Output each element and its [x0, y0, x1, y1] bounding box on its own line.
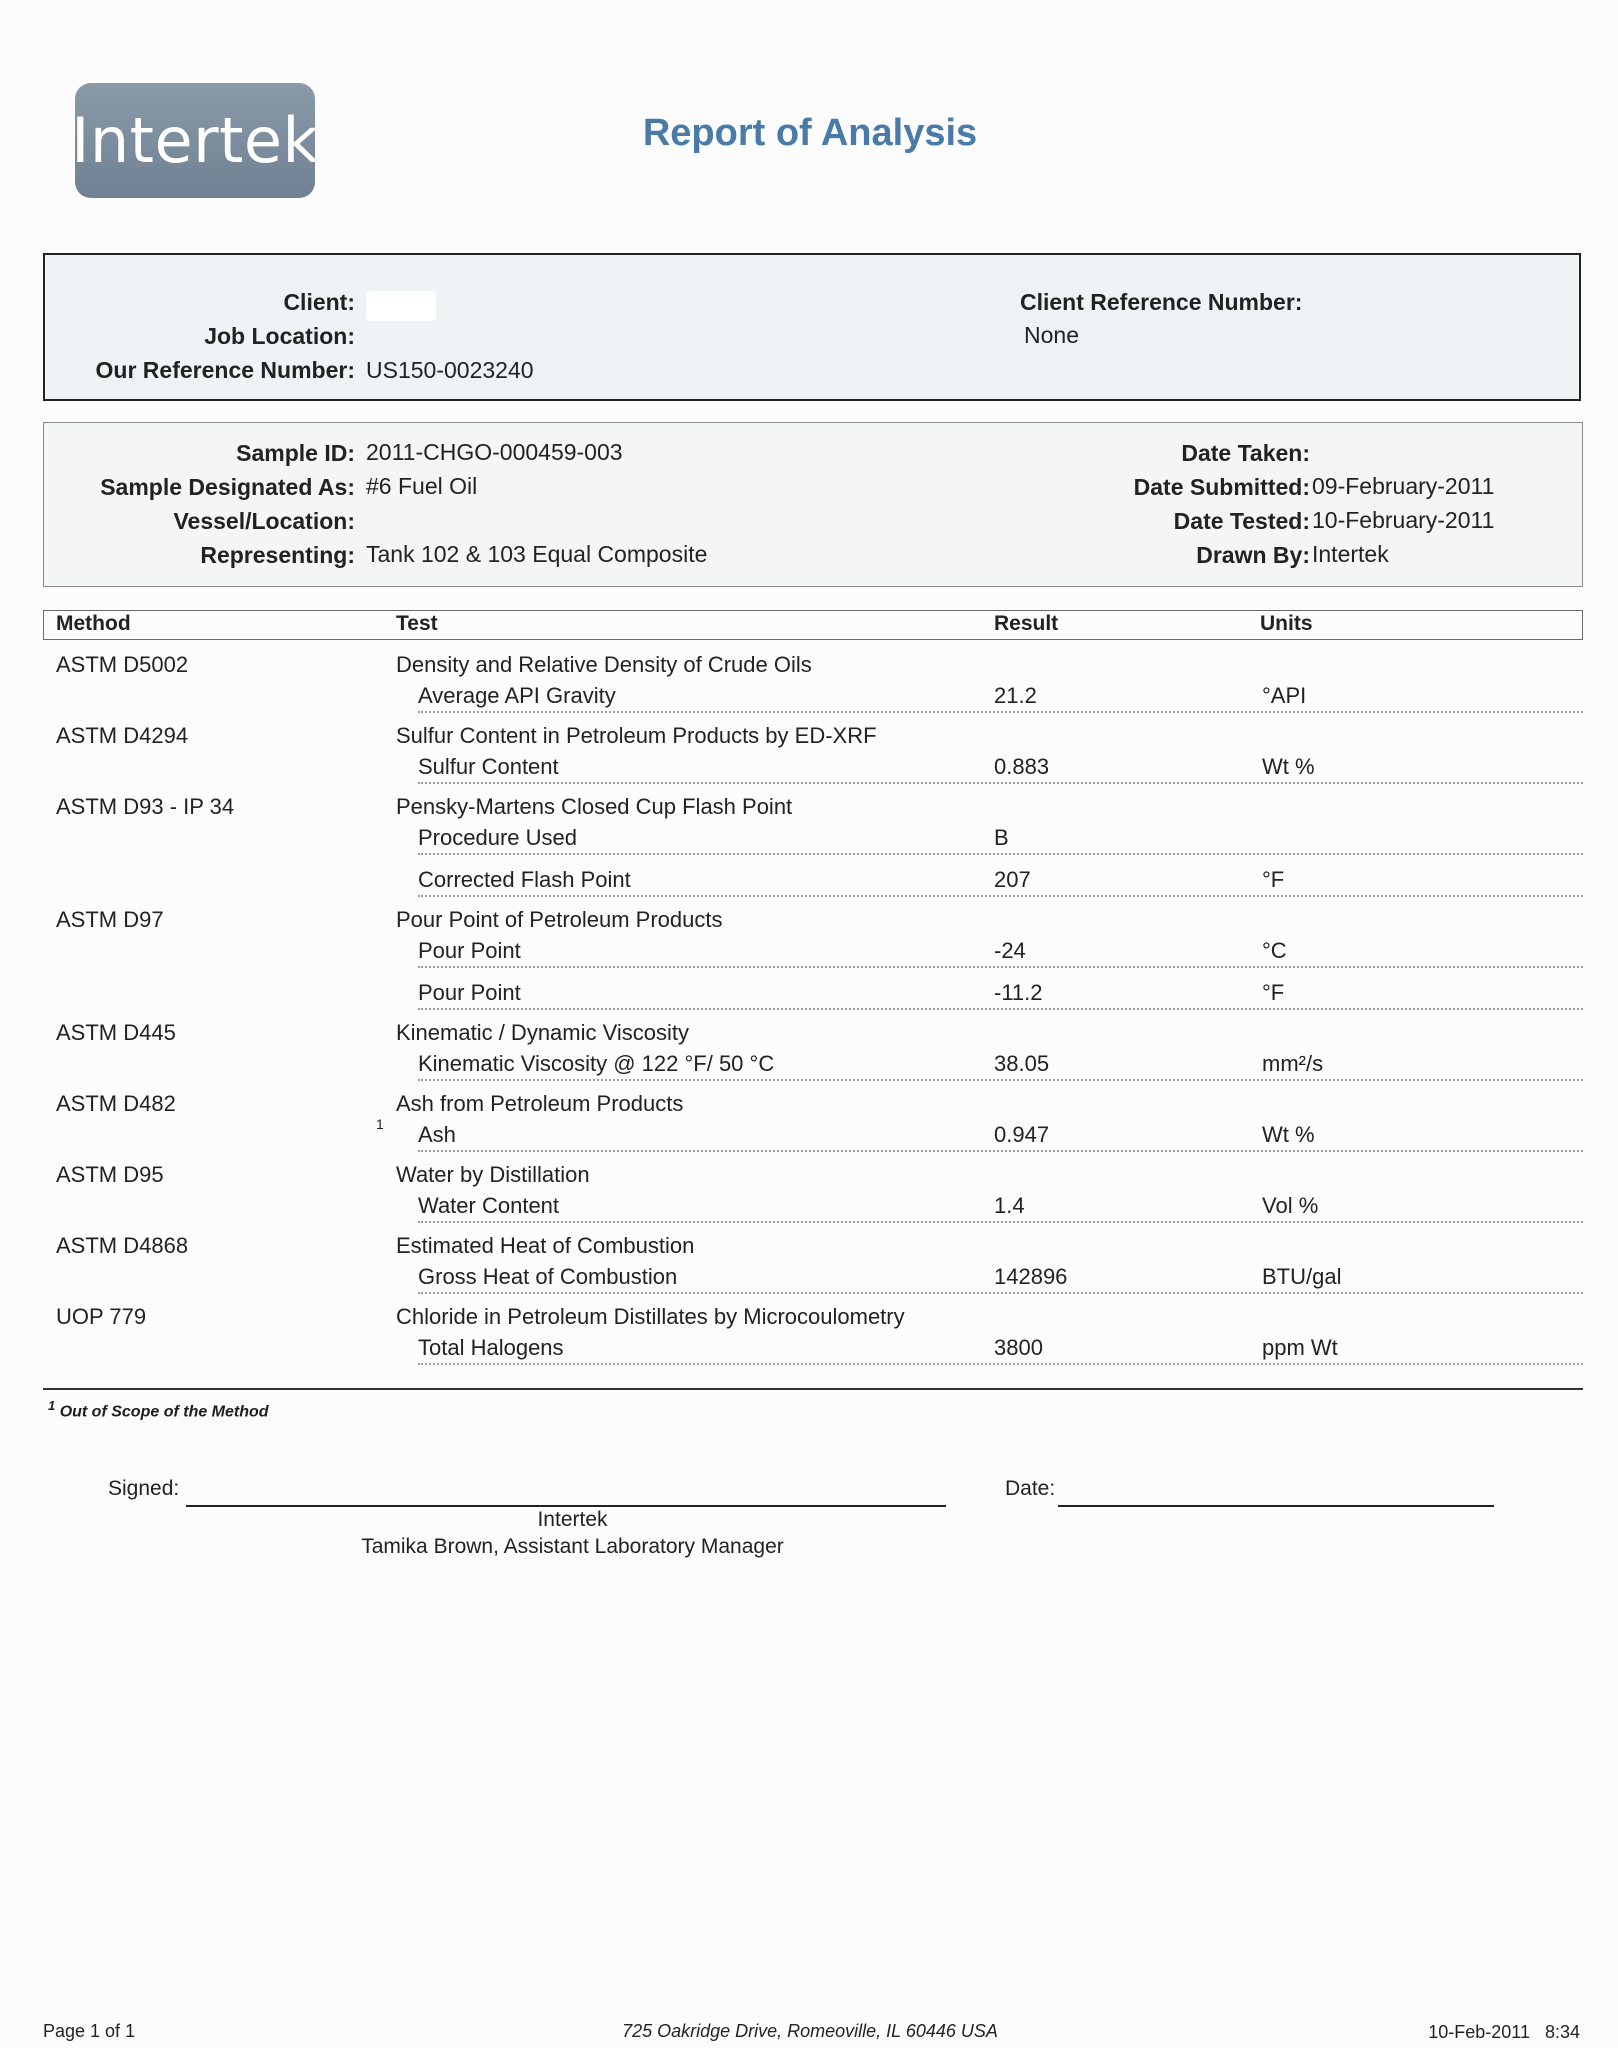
result-cell: -11.2 — [994, 980, 1043, 1005]
test-item-name: Pour Point — [418, 938, 521, 963]
result-cell: 0.947 — [994, 1122, 1050, 1147]
row-dotted-separator — [418, 782, 1583, 784]
units-cell: °F — [1262, 980, 1285, 1005]
result-cell: 38.05 — [994, 1051, 1050, 1076]
test-item-name: Gross Heat of Combustion — [418, 1264, 678, 1289]
test-title-cell: Estimated Heat of Combustion — [396, 1233, 695, 1258]
job-location-label: Job Location: — [204, 323, 355, 349]
method-cell: UOP 779 — [56, 1304, 147, 1329]
logo-text: Intertek — [71, 104, 319, 177]
method-cell: ASTM D4868 — [56, 1233, 189, 1258]
signature-line — [186, 1505, 946, 1507]
test-item-name: Total Halogens — [418, 1335, 564, 1360]
drawn-by-label: Drawn By: — [1196, 542, 1310, 568]
date-tested-value: 10-February-2011 — [1312, 507, 1495, 533]
footnote-mark: 1 — [48, 1398, 56, 1413]
sample-designated-label: Sample Designated As: — [100, 474, 355, 500]
row-dotted-separator — [418, 1150, 1583, 1152]
test-title-cell: Kinematic / Dynamic Viscosity — [396, 1020, 690, 1045]
date-line — [1058, 1505, 1494, 1507]
method-cell: ASTM D93 - IP 34 — [56, 794, 235, 819]
client-redaction — [366, 291, 436, 321]
test-title-cell: Pensky-Martens Closed Cup Flash Point — [396, 794, 793, 819]
print-timestamp: 10-Feb-2011 8:34 — [1428, 2022, 1580, 2042]
sample-id-label: Sample ID: — [236, 440, 355, 466]
test-item-name: Pour Point — [418, 980, 521, 1005]
column-header-units: Units — [1260, 612, 1313, 635]
units-cell: mm²/s — [1262, 1051, 1324, 1076]
row-dotted-separator — [418, 1008, 1583, 1010]
test-title-cell: Density and Relative Density of Crude Oils — [396, 652, 812, 677]
date-submitted-value: 09-February-2011 — [1312, 473, 1495, 499]
test-item-name: Procedure Used — [418, 825, 577, 850]
date-taken-label: Date Taken: — [1181, 440, 1310, 466]
date-submitted-label: Date Submitted: — [1133, 474, 1310, 500]
row-dotted-separator — [418, 1079, 1583, 1081]
units-cell: ppm Wt — [1262, 1335, 1338, 1360]
units-cell: Vol % — [1262, 1193, 1319, 1218]
test-title-cell: Pour Point of Petroleum Products — [396, 907, 723, 932]
date-tested-label: Date Tested: — [1173, 508, 1310, 534]
method-cell: ASTM D482 — [56, 1091, 176, 1116]
row-dotted-separator — [418, 966, 1583, 968]
footnote-text: Out of Scope of the Method — [59, 1403, 269, 1421]
method-cell: ASTM D445 — [56, 1020, 176, 1045]
method-cell: ASTM D5002 — [56, 652, 189, 677]
our-reference-value: US150-0023240 — [366, 357, 534, 383]
test-item-name: Water Content — [418, 1193, 560, 1218]
client-reference-value: None — [1024, 322, 1079, 348]
result-cell: 1.4 — [994, 1193, 1025, 1218]
lab-address: 725 Oakridge Drive, Romeoville, IL 60446 USA — [622, 2021, 998, 2041]
client-label: Client: — [283, 289, 355, 315]
test-title-cell: Sulfur Content in Petroleum Products by ED-XRF — [396, 723, 877, 748]
method-cell: ASTM D95 — [56, 1162, 164, 1187]
column-header-method: Method — [56, 612, 131, 635]
date-label: Date: — [1005, 1477, 1056, 1500]
result-cell: -24 — [994, 938, 1026, 963]
vessel-location-label: Vessel/Location: — [173, 508, 355, 534]
test-item-name: Ash — [418, 1122, 456, 1147]
units-cell: °F — [1262, 867, 1285, 892]
intertek-logo — [71, 83, 319, 198]
units-cell: Wt % — [1262, 1122, 1315, 1147]
sample-id-value: 2011-CHGO-000459-003 — [366, 439, 623, 465]
units-cell: Wt % — [1262, 754, 1315, 779]
column-header-test: Test — [396, 612, 438, 635]
test-item-name: Corrected Flash Point — [418, 867, 631, 892]
representing-value: Tank 102 & 103 Equal Composite — [366, 541, 708, 567]
method-cell: ASTM D4294 — [56, 723, 189, 748]
representing-label: Representing: — [200, 542, 355, 568]
report-title: Report of Analysis — [642, 112, 978, 154]
client-reference-label: Client Reference Number: — [1020, 289, 1303, 315]
test-item-name: Sulfur Content — [418, 754, 559, 779]
drawn-by-value: Intertek — [1312, 541, 1389, 567]
page-number: Page 1 of 1 — [43, 2021, 136, 2041]
test-title-cell: Water by Distillation — [396, 1162, 590, 1187]
test-title-cell: Chloride in Petroleum Distillates by Microcoulometry — [396, 1304, 905, 1329]
footnote — [48, 1398, 269, 1421]
test-item-name: Kinematic Viscosity @ 122 °F/ 50 °C — [418, 1051, 775, 1076]
table-bottom-rule — [43, 1388, 1583, 1390]
units-cell: °API — [1262, 683, 1307, 708]
row-dotted-separator — [418, 1292, 1583, 1294]
row-dotted-separator — [418, 895, 1583, 897]
column-header-result: Result — [994, 612, 1059, 635]
units-cell: °C — [1262, 938, 1287, 963]
result-cell: 3800 — [994, 1335, 1043, 1360]
row-dotted-separator — [418, 1221, 1583, 1223]
row-dotted-separator — [418, 1363, 1583, 1365]
result-cell: 142896 — [994, 1264, 1068, 1289]
row-dotted-separator — [418, 853, 1583, 855]
result-cell: 0.883 — [994, 754, 1050, 779]
test-title-cell: Ash from Petroleum Products — [396, 1091, 684, 1116]
units-cell: BTU/gal — [1262, 1264, 1342, 1289]
row-dotted-separator — [418, 711, 1583, 713]
results-table-header — [43, 610, 1583, 640]
signed-label: Signed: — [108, 1477, 180, 1500]
sample-designated-value: #6 Fuel Oil — [366, 473, 478, 499]
signer-name: Tamika Brown, Assistant Laboratory Manager — [361, 1535, 784, 1558]
test-item-name: Average API Gravity — [418, 683, 616, 708]
footnote-ref-mark: 1 — [376, 1116, 384, 1132]
signature-company: Intertek — [537, 1508, 608, 1531]
method-cell: ASTM D97 — [56, 907, 164, 932]
our-reference-label: Our Reference Number: — [95, 357, 355, 383]
result-cell: B — [994, 825, 1009, 850]
result-cell: 207 — [994, 867, 1031, 892]
result-cell: 21.2 — [994, 683, 1037, 708]
